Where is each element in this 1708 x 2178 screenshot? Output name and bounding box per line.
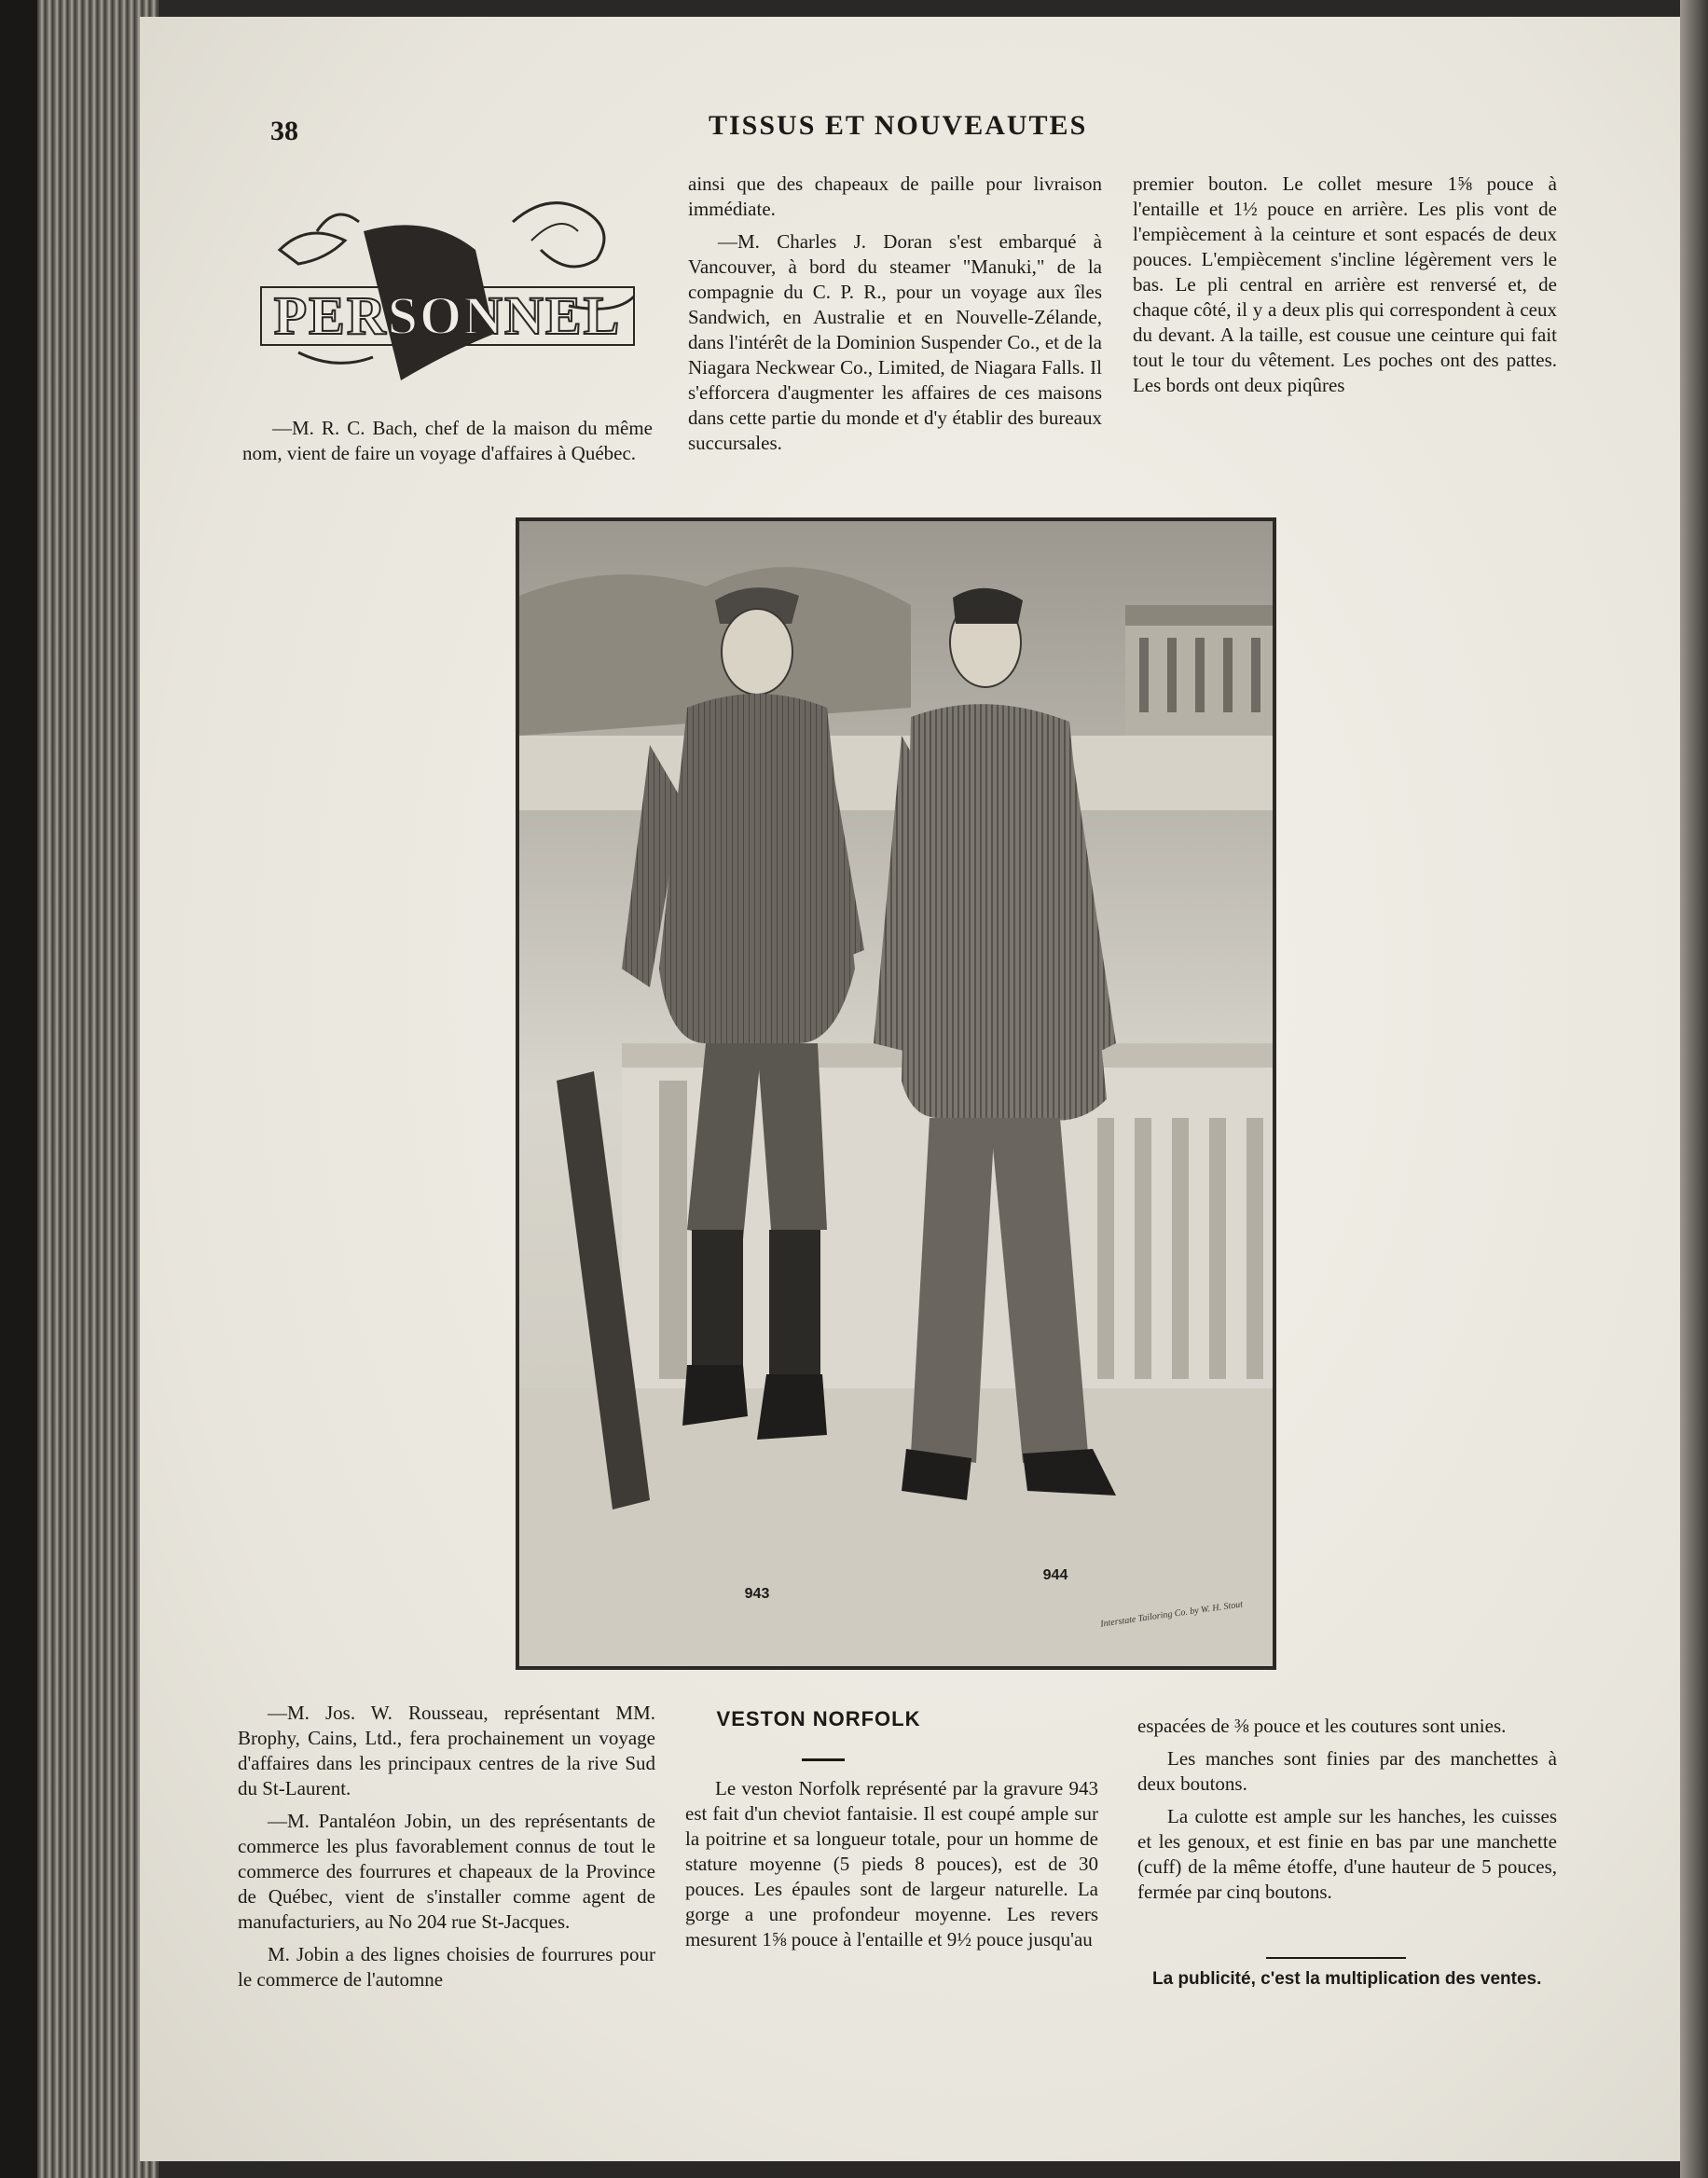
publicity-slogan: La publicité, c'est la multiplication des ventes. xyxy=(1152,1969,1542,1989)
paragraph: —M. Jos. W. Rousseau, représentant MM. Brophy, Cains, Ltd., fera prochainement un voyage d'affaires dans les principaux centres de la rive Sud du St-Laurent. xyxy=(238,1702,655,1799)
artist-signature: Interstate Tailoring Co. by W. H. Stout xyxy=(1099,1599,1244,1630)
heading-rule xyxy=(802,1758,845,1761)
paragraph: —M. R. C. Bach, chef de la maison du même nom, vient de faire un voyage d'affaires à Québec. xyxy=(242,417,653,464)
bottom-middle-column xyxy=(685,1776,1098,1960)
paragraph: La culotte est ample sur les hanches, les cuisses et les genoux, et est finie en bas par une manchette (cuff) de la même étoffe, d'une hauteur de 5 pouces, fermée par cinq boutons. xyxy=(1137,1805,1557,1903)
paragraph: Le veston Norfolk représenté par la gravure 943 est fait d'un cheviot fantaisie. Il est coupé ample sur la poitrine et sa longueur totale, pour un homme de stature moyenne (5 pieds 8 pouces), est de 30 pouces. Les épaules sont de largeur naturelle. La gorge a une profondeur moyenne. Les revers mesurent 1⅝ pouce à l'entaille et 9½ pouce jusqu'au xyxy=(685,1777,1098,1951)
paragraph: —M. Charles J. Doran s'est embarqué à Vancouver, à bord du steamer "Manuki," de la compagnie du C. P. R., pour un voyage aux îles Sandwich, en Australie et en Nouvelle-Zélande, dans l'intérêt de la Dominion Suspender Co., et de la Niagara Neckwear Co., Limited, de Niagara Falls. Il s'efforcera d'augmenter les affaires de ces maisons dans cette partie du monde et d'y établir des bureaux succursales. xyxy=(688,230,1102,454)
top-left-column xyxy=(242,416,653,474)
bottom-right-column xyxy=(1137,1714,1557,1912)
page-number: 38 xyxy=(270,116,298,146)
section-heading: VESTON NORFOLK xyxy=(716,1707,921,1730)
paragraph: M. Jobin a des lignes choisies de fourrures pour le commerce de l'automne xyxy=(238,1943,655,1991)
paragraph: espacées de ⅜ pouce et les coutures sont unies. xyxy=(1137,1715,1507,1737)
running-title: TISSUS ET NOUVEAUTES xyxy=(709,110,1088,141)
top-middle-column xyxy=(688,172,1102,463)
figure-label-944: 944 xyxy=(1042,1567,1068,1583)
divider-arrow xyxy=(1266,1957,1406,1959)
magazine-page xyxy=(140,17,1680,2161)
ornament-icon xyxy=(242,194,653,399)
fashion-illustration xyxy=(516,517,1276,1670)
paragraph: —M. Pantaléon Jobin, un des représentants de commerce les plus favorablement connus de tout le commerce des fourrures et chapeaux de la Province de Québec, vient de s'installer comme agent de manufacturiers, au No 204 rue St-Jacques. xyxy=(238,1810,655,1933)
paragraph: premier bouton. Le collet mesure 1⅝ pouce à l'entaille et 1½ pouce en arrière. Les plis vont de l'empiècement à la ceinture et sont espacés de deux pouces. L'empiècement s'incline légèrement vers le bas. Le pli central en arrière est renversé et, de chaque côté, il y a deux plis qui correspondent à ceux du devant. A la taille, est cousue une ceinture qui fait tout le tour du vêtement. Les poches ont des pattes. Les bords ont deux piqûres xyxy=(1133,172,1557,396)
figure-label-943: 943 xyxy=(744,1586,770,1602)
book-binding-shadow xyxy=(0,0,37,2178)
top-right-column xyxy=(1133,172,1557,406)
paragraph: ainsi que des chapeaux de paille pour livraison immédiate. xyxy=(688,172,1102,220)
book-right-edge xyxy=(1680,0,1708,2178)
paragraph: Les manches sont finies par des manchettes à deux boutons. xyxy=(1137,1747,1557,1795)
bottom-left-column xyxy=(238,1701,655,2000)
logo-text: PERSONNEL xyxy=(273,285,622,346)
personnel-logo xyxy=(242,194,653,399)
